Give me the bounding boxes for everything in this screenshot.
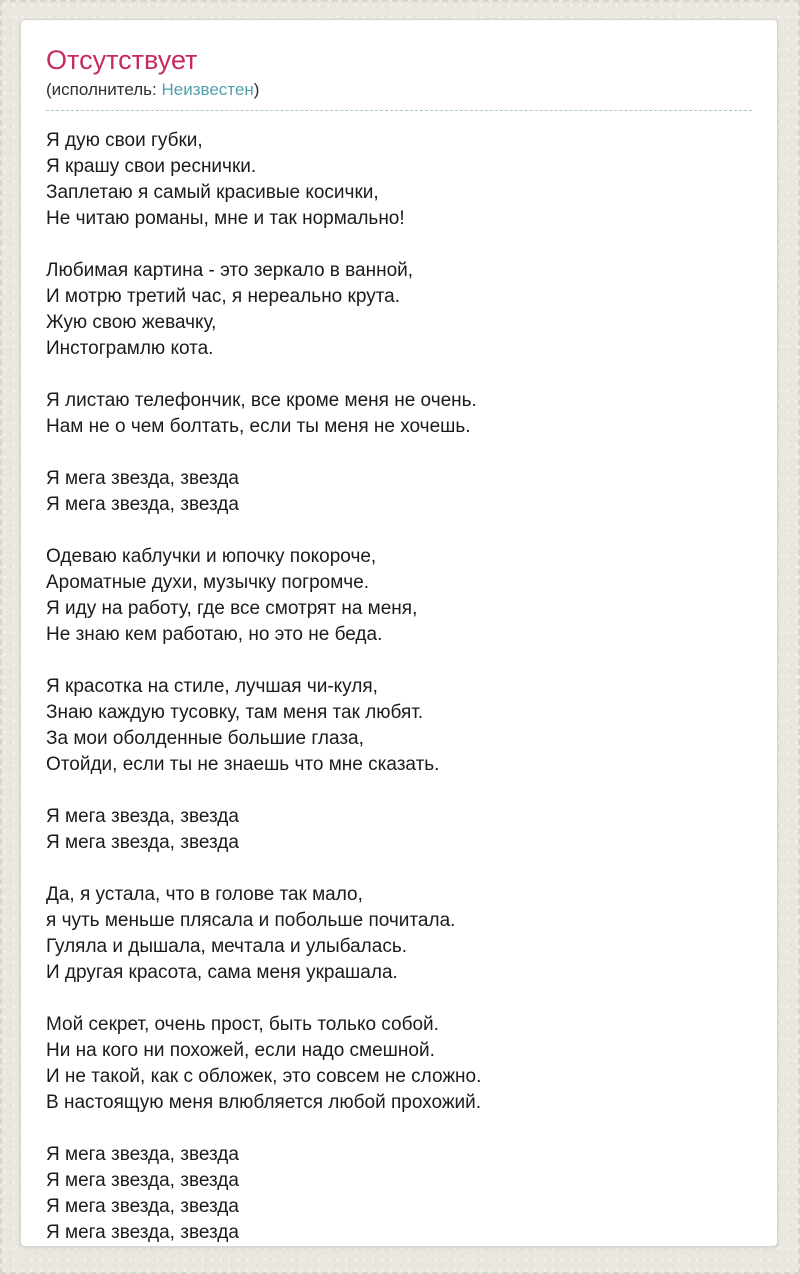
lyric-line: Я мега звезда, звезда <box>46 494 239 515</box>
lyric-line: Любимая картина - это зеркало в ванной, <box>46 260 414 281</box>
stanza <box>46 466 752 518</box>
stanza <box>46 674 752 778</box>
lyric-line: Я мега звезда, звезда <box>46 832 239 853</box>
lyric-line: Я мега звезда, звезда <box>46 1170 239 1191</box>
lyric-line: Я мега звезда, звезда <box>46 468 239 489</box>
lyrics-text <box>46 128 752 1246</box>
stanza <box>46 388 752 440</box>
lyric-line: И не такой, как с обложек, это совсем не сложно. <box>46 1066 482 1087</box>
lyric-line: Я иду на работу, где все смотрят на меня, <box>46 598 418 619</box>
lyric-line: Я крашу свои реснички. <box>46 156 257 177</box>
artist-link[interactable]: Неизвестен <box>161 80 254 99</box>
lyric-line: Знаю каждую тусовку, там меня так любят. <box>46 702 424 723</box>
lyric-line: Жую свою жевачку, <box>46 312 217 333</box>
lyric-line: Одеваю каблучки и юпочку покороче, <box>46 546 377 567</box>
stanza <box>46 128 752 232</box>
artist-suffix: ) <box>253 80 260 99</box>
lyric-line: Не читаю романы, мне и так нормально! <box>46 208 405 229</box>
stanza <box>46 1142 752 1246</box>
stanza <box>46 804 752 856</box>
artist-label: (исполнитель: <box>46 80 162 99</box>
lyric-line: Нам не о чем болтать, если ты меня не хочешь. <box>46 416 471 437</box>
lyric-line: Я мега звезда, звезда <box>46 806 239 827</box>
lyric-line: я чуть меньше плясала и побольше почитала. <box>46 910 456 931</box>
song-title: Отсутствует <box>46 45 198 75</box>
stanza <box>46 544 752 648</box>
stanza <box>46 882 752 986</box>
lyric-line: За мои оболденные большие глаза, <box>46 728 364 749</box>
lyric-line: Я листаю телефончик, все кроме меня не очень. <box>46 390 477 411</box>
stanza <box>46 1012 752 1116</box>
lyric-line: В настоящую меня влюбляется любой прохожий. <box>46 1092 482 1113</box>
lyric-line: Заплетаю я самый красивые косички, <box>46 182 379 203</box>
lyrics-card <box>20 19 778 1247</box>
lyric-line: Инстограмлю кота. <box>46 338 214 359</box>
lyric-line: Я дую свои губки, <box>46 130 203 151</box>
lyric-line: Ни на кого ни похожей, если надо смешной. <box>46 1040 435 1061</box>
lyric-line: Я мега звезда, звезда <box>46 1196 239 1217</box>
lyric-line: Я мега звезда, звезда <box>46 1144 239 1165</box>
lyric-line: Да, я устала, что в голове так мало, <box>46 884 363 905</box>
stanza <box>46 258 752 362</box>
lyric-line: Не знаю кем работаю, но это не беда. <box>46 624 383 645</box>
song-subtitle <box>46 80 752 100</box>
lyric-line: Отойди, если ты не знаешь что мне сказать. <box>46 754 440 775</box>
lyric-line: Ароматные духи, музычку погромче. <box>46 572 370 593</box>
lyric-line: Я красотка на стиле, лучшая чи-куля, <box>46 676 378 697</box>
lyric-line: Гуляла и дышала, мечтала и улыбалась. <box>46 936 408 957</box>
lyric-line: И другая красота, сама меня украшала. <box>46 962 398 983</box>
lyric-line: Я мега звезда, звезда <box>46 1222 239 1243</box>
song-header <box>46 45 752 111</box>
lyric-line: Мой секрет, очень прост, быть только собой. <box>46 1014 439 1035</box>
lyric-line: И мотрю третий час, я нереально крута. <box>46 286 401 307</box>
